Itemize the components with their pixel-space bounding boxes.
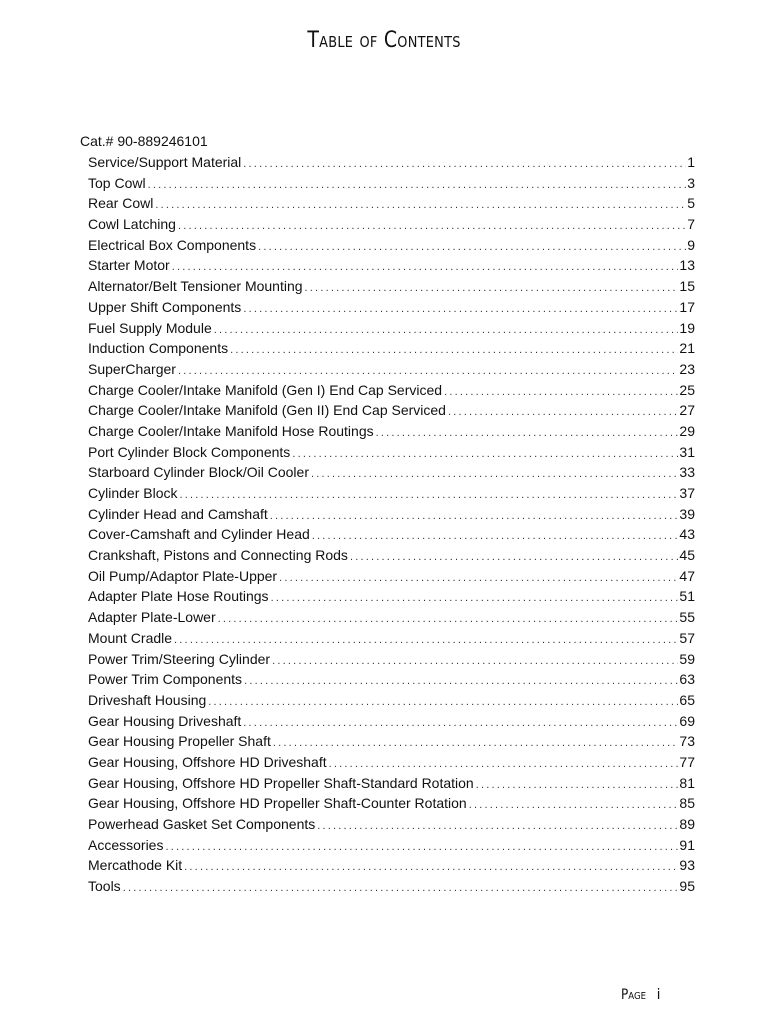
toc-entry-page: 55: [679, 609, 695, 626]
toc-entry[interactable]: [88, 173, 695, 194]
toc-entry-label: Mercathode Kit: [88, 857, 183, 874]
toc-entry-page: 89: [679, 816, 695, 832]
toc-entry-page: 39: [679, 505, 695, 522]
toc-entry-label: Induction Components: [88, 340, 229, 357]
toc-entry[interactable]: [88, 545, 695, 566]
toc-entry[interactable]: [88, 814, 695, 835]
toc-entry-label: Driveshaft Housing: [88, 691, 207, 708]
toc-entry-page: 17: [679, 298, 695, 315]
toc-entry-page: 33: [679, 464, 695, 481]
toc-dot-leader: [214, 320, 679, 341]
toc-dot-leader: [243, 713, 678, 734]
toc-entry-page: 81: [679, 774, 695, 791]
toc-entry-page: 91: [679, 836, 695, 853]
toc-entry-label: Adapter Plate Hose Routings: [88, 588, 269, 605]
toc-entry-label: Mount Cradle: [88, 629, 173, 646]
toc-dot-leader: [444, 382, 678, 403]
toc-entry-label: Oil Pump/Adaptor Plate-Upper: [88, 567, 278, 584]
toc-entry-page: 25: [679, 381, 695, 398]
catalog-number: Cat.# 90-889246101: [80, 133, 208, 149]
toc-entry-label: Crankshaft, Pistons and Connecting Rods: [88, 547, 348, 564]
toc-entry-label: Charge Cooler/Intake Manifold Hose Routings: [88, 422, 374, 439]
toc-dot-leader: [178, 216, 686, 237]
toc-entry-page: 1: [687, 154, 695, 170]
toc-entry-page: 13: [679, 257, 695, 274]
toc-entry[interactable]: [88, 855, 695, 876]
toc-entry[interactable]: [88, 793, 695, 814]
toc-entry-label: Rear Cowl: [88, 195, 154, 212]
toc-dot-leader: [179, 485, 678, 506]
footer-page-number: i: [656, 987, 661, 1003]
toc-entry[interactable]: [88, 669, 695, 690]
toc-entry[interactable]: [88, 649, 695, 670]
toc-dot-leader: [329, 754, 679, 775]
toc-entry[interactable]: [88, 235, 695, 256]
toc-entry-label: Tools: [88, 878, 121, 895]
toc-entry-page: 77: [679, 753, 695, 770]
toc-entry-page: 7: [687, 216, 695, 233]
toc-dot-leader: [208, 692, 678, 713]
toc-entry[interactable]: [88, 193, 695, 214]
toc-entry-page: 63: [679, 671, 695, 688]
toc-entry[interactable]: [88, 214, 695, 235]
toc-dot-leader: [350, 547, 678, 568]
toc-dot-leader: [270, 506, 679, 527]
toc-entry-label: Fuel Supply Module: [88, 319, 212, 336]
toc-entry-page: 59: [679, 650, 695, 667]
toc-dot-leader: [292, 444, 678, 465]
toc-entry[interactable]: [88, 731, 695, 752]
toc-dot-leader: [184, 857, 678, 878]
toc-entry-label: Adapter Plate-Lower: [88, 609, 216, 626]
toc-dot-leader: [243, 154, 686, 175]
toc-entry-page: 85: [679, 795, 695, 812]
toc-dot-leader: [155, 195, 686, 216]
toc-entry[interactable]: [88, 607, 695, 628]
toc-entry-page: 51: [679, 588, 695, 605]
toc-entry-page: 37: [679, 485, 695, 501]
toc-entry-page: 69: [679, 712, 695, 729]
toc-entry-page: 47: [679, 567, 695, 584]
toc-entry-label: Service/Support Material: [88, 154, 242, 170]
toc-dot-leader: [311, 464, 678, 485]
toc-dot-leader: [305, 278, 679, 299]
toc-entry-label: Charge Cooler/Intake Manifold (Gen II) End Cap Serviced: [88, 402, 446, 419]
toc-entry-page: 93: [679, 857, 695, 874]
toc-entry[interactable]: [88, 876, 695, 897]
toc-dot-leader: [148, 175, 687, 196]
toc-dot-leader: [448, 402, 678, 423]
toc-list: [88, 152, 695, 897]
toc-entry[interactable]: [88, 566, 695, 587]
toc-entry[interactable]: [88, 400, 695, 421]
toc-dot-leader: [271, 588, 679, 609]
toc-entry-page: 3: [687, 174, 695, 191]
toc-entry-label: Starboard Cylinder Block/Oil Cooler: [88, 464, 309, 481]
page-footer: [621, 986, 661, 1004]
toc-entry[interactable]: [88, 773, 695, 794]
toc-entry[interactable]: [88, 586, 695, 607]
toc-dot-leader: [469, 795, 679, 816]
toc-entry-label: Starter Motor: [88, 257, 170, 274]
toc-entry[interactable]: [88, 462, 695, 483]
toc-entry-page: 15: [679, 278, 695, 295]
toc-dot-leader: [165, 837, 678, 858]
toc-entry-label: Port Cylinder Block Components: [88, 443, 291, 460]
page-title: Table of Contents: [307, 28, 461, 53]
footer-page-label: Page: [621, 987, 647, 1003]
toc-dot-leader: [174, 630, 678, 651]
toc-entry-page: 9: [687, 236, 695, 253]
toc-entry-label: Gear Housing, Offshore HD Propeller Shaft-Counter Rotation: [88, 795, 467, 812]
toc-entry-page: 31: [679, 443, 695, 460]
toc-entry[interactable]: [88, 152, 695, 173]
toc-entry-label: Cylinder Block: [88, 485, 178, 501]
toc-dot-leader: [123, 878, 679, 899]
toc-dot-leader: [476, 775, 679, 796]
toc-entry[interactable]: [88, 297, 695, 318]
toc-entry-page: 19: [679, 319, 695, 336]
toc-dot-leader: [258, 237, 686, 258]
toc-entry-page: 45: [679, 547, 695, 564]
toc-entry-page: 27: [679, 402, 695, 419]
toc-entry[interactable]: [88, 628, 695, 649]
toc-entry[interactable]: [88, 255, 695, 276]
toc-dot-leader: [172, 257, 679, 278]
toc-entry-label: Gear Housing Propeller Shaft: [88, 733, 271, 750]
toc-entry[interactable]: [88, 380, 695, 401]
toc-dot-leader: [243, 299, 678, 320]
toc-dot-leader: [178, 361, 678, 382]
toc-entry[interactable]: [88, 835, 695, 856]
toc-entry[interactable]: [88, 442, 695, 463]
toc-entry-page: 29: [679, 422, 695, 439]
toc-entry[interactable]: [88, 504, 695, 525]
toc-entry-label: Electrical Box Components: [88, 236, 257, 253]
toc-entry-label: Cylinder Head and Camshaft: [88, 505, 268, 522]
toc-entry-page: 65: [679, 691, 695, 708]
toc-dot-leader: [244, 671, 678, 692]
toc-dot-leader: [317, 816, 678, 837]
toc-entry-label: Cowl Latching: [88, 216, 176, 233]
toc-entry-page: 21: [679, 340, 695, 357]
toc-dot-leader: [312, 526, 679, 547]
toc-entry-page: 73: [679, 733, 695, 750]
toc-entry[interactable]: [88, 318, 695, 339]
toc-entry[interactable]: [88, 421, 695, 442]
toc-entry-page: 5: [687, 195, 695, 212]
toc-dot-leader: [230, 340, 678, 361]
toc-entry-label: SuperCharger: [88, 360, 176, 377]
toc-dot-leader: [272, 651, 678, 672]
toc-dot-leader: [376, 423, 679, 444]
toc-entry[interactable]: [88, 338, 695, 359]
toc-entry-label: Gear Housing Driveshaft: [88, 712, 242, 729]
toc-entry[interactable]: [88, 276, 695, 297]
toc-entry-label: Gear Housing, Offshore HD Propeller Shaft-Standard Rotation: [88, 774, 474, 791]
toc-entry-label: Alternator/Belt Tensioner Mounting: [88, 278, 303, 295]
toc-entry-page: 57: [679, 629, 695, 646]
toc-entry-page: 43: [679, 526, 695, 543]
toc-entry[interactable]: [88, 359, 695, 380]
toc-entry-label: Top Cowl: [88, 174, 146, 191]
toc-entry[interactable]: [88, 711, 695, 732]
toc-entry[interactable]: [88, 524, 695, 545]
toc-entry-label: Charge Cooler/Intake Manifold (Gen I) End Cap Serviced: [88, 381, 443, 398]
toc-dot-leader: [218, 609, 679, 630]
toc-entry[interactable]: [88, 752, 695, 773]
toc-entry[interactable]: [88, 483, 695, 504]
toc-entry[interactable]: [88, 690, 695, 711]
toc-entry-label: Powerhead Gasket Set Components: [88, 816, 316, 832]
toc-dot-leader: [273, 733, 679, 754]
toc-entry-page: 95: [679, 878, 695, 895]
toc-entry-label: Power Trim/Steering Cylinder: [88, 650, 271, 667]
toc-entry-label: Accessories: [88, 836, 164, 853]
toc-entry-label: Upper Shift Components: [88, 298, 242, 315]
toc-dot-leader: [279, 568, 678, 589]
toc-entry-page: 23: [679, 360, 695, 377]
toc-entry-label: Power Trim Components: [88, 671, 243, 688]
toc-entry-label: Gear Housing, Offshore HD Driveshaft: [88, 753, 327, 770]
toc-entry-label: Cover-Camshaft and Cylinder Head: [88, 526, 310, 543]
